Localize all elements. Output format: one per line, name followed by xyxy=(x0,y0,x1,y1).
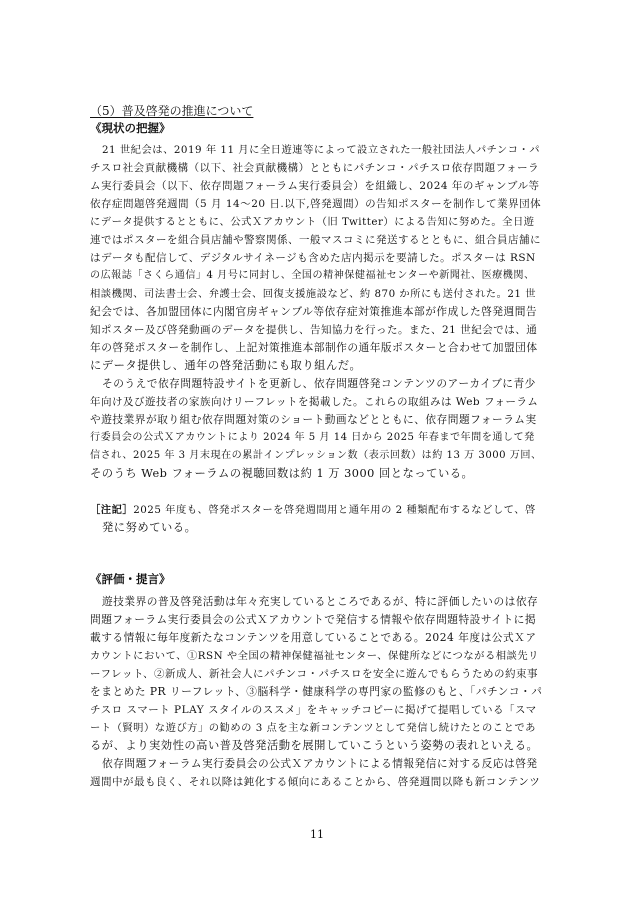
paragraph-line: ート（賢明）な遊び方」の勧めの 3 点を主な新コンテンツとして発信し続けたとのことであ xyxy=(90,722,536,734)
paragraph-line: 依存症問題啓発週間（5 月 14～20 日.以下,啓発週間）の告知ポスターを制作して業界団体 xyxy=(90,198,542,210)
paragraph-line: 依存問題フォーラム実行委員会の公式Ｘアカウントによる情報発信に対する反応は啓発 xyxy=(102,757,538,770)
paragraph-line: 週間中が最も良く、それ以降は鈍化する傾向にあることから、啓発週間以降も新コンテンツ xyxy=(90,776,541,788)
note-line xyxy=(90,501,542,519)
paragraph-line: 年向け及び遊技者の家族向けリーフレットを掲載した。これらの取組みは Web フォーラム xyxy=(90,396,539,408)
paragraph-line: にデータ提供し、通年の啓発活動にも取り組んだ。 xyxy=(90,359,362,372)
paragraph-line: ーフレット、②新成人、新社会人にパチンコ・パチスロを安全に遊んでもらうための約束事 xyxy=(90,668,539,680)
paragraph-line: はデータも配信して、デジタルサイネージも含めた店内掲示を要請した。ポスターは RSN xyxy=(90,252,536,264)
paragraph-line: にデータ提供するとともに、公式Ｘアカウント（旧 Twitter）による告知に努めた。全日遊 xyxy=(90,216,535,228)
paragraph-line: ム実行委員会（以下、依存問題フォーラム実行委員会）を組織し、2024 年のギャンブル等 xyxy=(90,180,540,192)
paragraph-line: 年の啓発ポスターを制作し、上記対策推進本部制作の通年版ポスターと合わせて加盟団体 xyxy=(90,341,538,354)
note-continuation: 発に努めている。 xyxy=(102,521,197,534)
paragraph-line: るが、より実効性の高い普及啓発活動を展開していこうという姿勢の表れといえる。 xyxy=(90,739,539,752)
paragraph-line: 問題フォーラム実行委員会の公式Ｘアカウントで発信する情報や依存問題特設サイトに掲 xyxy=(90,613,537,626)
current-status-heading: 《現状の把握》 xyxy=(90,121,171,135)
paragraph-line: 相談機関、司法書士会、弁護士会、回復支援施設など、約 870 か所にも送付された。21 世 xyxy=(90,288,537,300)
paragraph-line: 紀会では、各加盟団体に内閣官房ギャンブル等依存症対策推進本部が作成した啓発週間告 xyxy=(90,305,538,318)
note-text: 2025 年度も、啓発ポスターを啓発週間用と通年用の 2 種類配布するなどして、啓 xyxy=(133,504,536,516)
paragraph-line: 21 世紀会は、2019 年 11 月に全日遊連等によって設立された一般社団法人パチンコ・パ xyxy=(102,144,541,156)
paragraph-line: カウントにおいて、①RSN や全国の精神保健福祉センター、保健所などにつながる相談先リ xyxy=(90,650,539,662)
paragraph-line: 載する情報に毎年度新たなコンテンツを用意していることである。2024 年度は公式Ｘア xyxy=(90,631,537,644)
paragraph-line: の広報誌「さくら通信」4 月号に同封し、全国の精神保健福祉センターや新聞社、医療機関、 xyxy=(90,270,535,281)
paragraph-line: チスロ社会貢献機構（以下、社会貢献機構）とともにパチンコ・パチスロ依存問題フォーラ xyxy=(90,162,540,174)
page-number: 11 xyxy=(310,828,324,841)
paragraph-line: チスロ スマート PLAY スタイルのススメ」をキャッチコピーに掲げて提唱している「スマ xyxy=(90,704,537,716)
paragraph-line: や遊技業界が取り組む依存問題対策のショート動画などとともに、依存問題フォーラム実 xyxy=(90,413,537,426)
paragraph-line: そのうえで依存問題特設サイトを更新し、依存問題啓発コンテンツのアーカイブに青少 xyxy=(102,377,536,390)
paragraph-line: そのうち Web フォーラムの視聴回数は約 1 万 3000 回となっている。 xyxy=(90,467,474,480)
paragraph-line: 連ではポスターを組合員店舗や警察関係、一般マスコミに発送するとともに、組合員店舗に xyxy=(90,234,541,246)
paragraph-line: をまとめた PR リーフレット、③脳科学・健康科学の専門家の監修のもと、「パチンコ・パ xyxy=(90,685,543,698)
current-status-body xyxy=(90,141,542,483)
evaluation-heading: 《評価・提言》 xyxy=(90,572,171,586)
evaluation-body xyxy=(90,593,542,791)
paragraph-line: 行委員会の公式Ｘアカウントにより 2024 年 5 月 14 日から 2025 年春まで年間を通して発 xyxy=(90,432,535,443)
section-heading: （5）普及啓発の推進について xyxy=(90,104,254,118)
paragraph-line: 遊技業界の普及啓発活動は年々充実しているところであるが、特に評価したいのは依存 xyxy=(102,595,539,608)
note-block xyxy=(90,501,542,537)
paragraph-line: 信され、2025 年 3 月末現在の累計インプレッション数（表示回数）は約 13 万 3000 万回、 xyxy=(90,450,542,461)
note-label: ［注記］ xyxy=(90,504,134,516)
paragraph-line: 知ポスター及び啓発動画のデータを提供し、告知協力を行った。また、21 世紀会では、通 xyxy=(90,324,538,336)
